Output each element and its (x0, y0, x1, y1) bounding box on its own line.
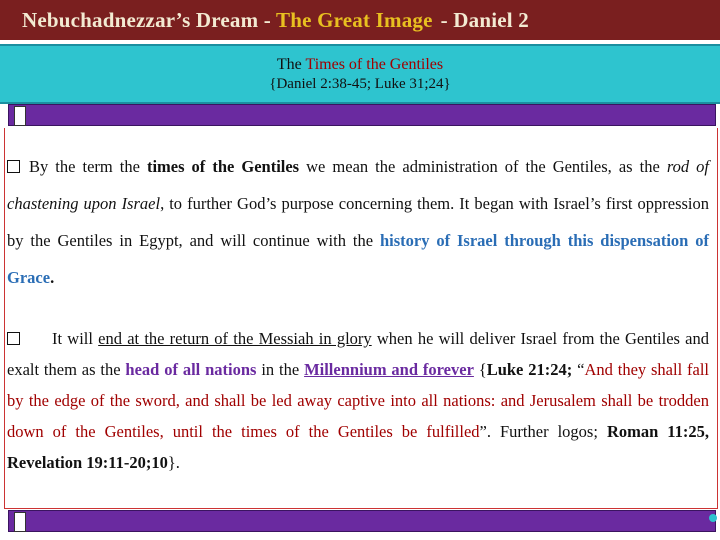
p2-quote: And they shall fall by the edge of the sword, and shall be led away captive into all nations: and Jerusalem shall be trodden down of the Gentiles, until the times of the Gentiles be fulfilled (7, 360, 710, 441)
p2-purple: head of all nations (125, 360, 257, 379)
p2-end: }. (167, 453, 180, 472)
subtitle-line (0, 56, 720, 74)
title-part1: Nebuchadnezzar’s Dream - (22, 7, 277, 32)
title-bar (0, 0, 720, 40)
top-purple-bar (8, 104, 716, 126)
paragraph-2 (7, 323, 709, 478)
bottom-purple-bar (8, 510, 716, 532)
p2-text-3: in the (256, 360, 305, 379)
bottom-notch (14, 512, 26, 532)
p2-text-1: It will (52, 329, 99, 348)
p1-blue: history of Israel through this dispensation of Grace (7, 231, 709, 287)
p2-refs: Roman 11:25, Revelation 19:11-20;10 (7, 422, 709, 472)
top-notch (14, 106, 26, 126)
square-bullet-icon (7, 332, 20, 345)
paragraph-1 (7, 148, 709, 296)
square-bullet-icon (7, 160, 20, 173)
p2-luke: Luke 21:24; (486, 360, 573, 379)
p1-text-1: By the term the (29, 157, 147, 176)
p2-text-2: when he will deliver Israel from the Gentiles and exalt them as the (7, 329, 709, 379)
p1-term: times of the Gentiles (146, 157, 300, 176)
p1-italic: rod of chastening upon Israel (7, 157, 709, 213)
p1-text-3: , to further God’s purpose concerning them. It began with Israel’s first oppression by the Gentiles in Egypt, and will continue with the (7, 194, 709, 250)
p2-text-5: ”. Further logos; (479, 422, 607, 441)
slide-title (0, 8, 529, 33)
subtitle-box (0, 44, 720, 104)
p1-text-2: we mean the administration of the Gentiles, as the (299, 157, 667, 176)
subtitle-prefix: The (276, 56, 306, 73)
subtitle-reference: {Daniel 2:38-45; Luke 31;24} (269, 76, 451, 92)
p1-end: . (50, 268, 55, 287)
p2-quote-open: “ (572, 360, 585, 379)
title-part2: - Daniel 2 (440, 7, 529, 32)
title-highlight: The Great Image (276, 7, 433, 32)
subtitle-highlight: Times of the Gentiles (305, 56, 444, 73)
p2-millennium: Millennium and forever (304, 360, 474, 379)
p2-underline: end at the return of the Messiah in glory (98, 329, 372, 348)
corner-dot (709, 514, 717, 522)
p2-text-4: { (473, 360, 487, 379)
